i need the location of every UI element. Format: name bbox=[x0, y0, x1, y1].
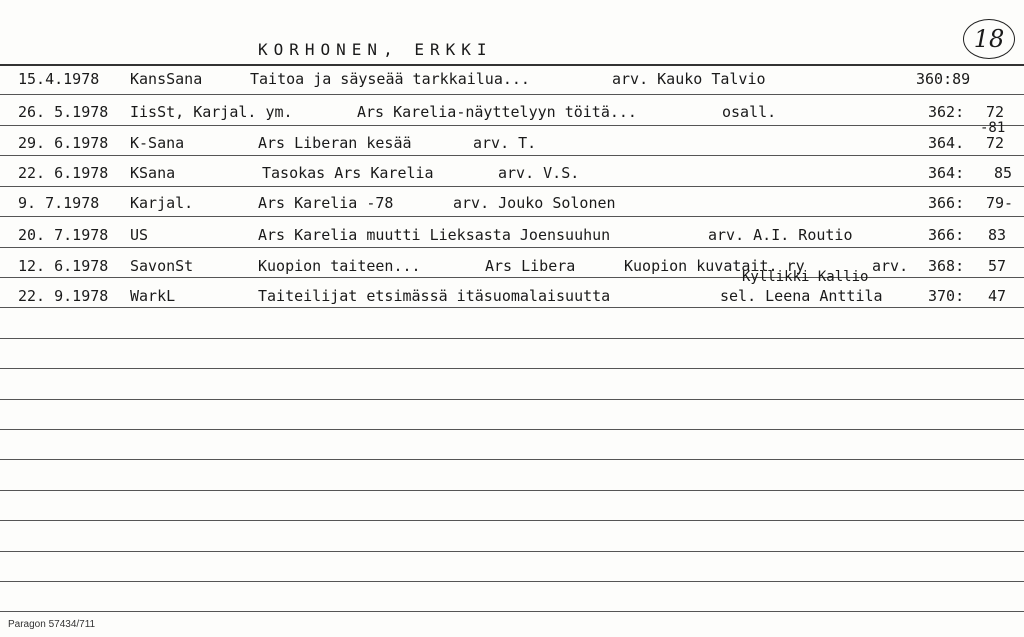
ruled-line bbox=[0, 581, 1024, 582]
entry-title: Ars Karelia -78 bbox=[258, 194, 394, 212]
entry-date: 9. 7.1978 bbox=[18, 194, 100, 212]
entry-ref: 362: bbox=[928, 103, 965, 121]
entry-note: osall. bbox=[722, 103, 777, 121]
entry-note: arv. Jouko Solonen bbox=[453, 194, 616, 212]
ruled-line bbox=[0, 307, 1024, 308]
entry-ref-extra: 72 bbox=[986, 134, 1005, 152]
card-person-name: KORHONEN, ERKKI bbox=[258, 40, 493, 59]
entry-source: US bbox=[130, 226, 149, 244]
ruled-line bbox=[0, 94, 1024, 95]
entry-note-secondary: arv. bbox=[872, 257, 909, 275]
entry-date: 22. 9.1978 bbox=[18, 287, 109, 305]
entry-source: SavonSt bbox=[130, 257, 194, 275]
entry-date: 12. 6.1978 bbox=[18, 257, 109, 275]
ruled-line bbox=[0, 429, 1024, 430]
entry-date: 26. 5.1978 bbox=[18, 103, 109, 121]
header-rule bbox=[0, 64, 1024, 66]
entry-ref: 366: bbox=[928, 226, 965, 244]
entry-source: Karjal. bbox=[130, 194, 194, 212]
entry-ref-extra: 57 bbox=[988, 257, 1007, 275]
entry-note: arv. T. bbox=[473, 134, 537, 152]
ruled-line bbox=[0, 399, 1024, 400]
entry-note-annotation: Kyllikki Kallio bbox=[742, 269, 869, 285]
entry-title: Ars Liberan kesää bbox=[258, 134, 412, 152]
entry-date: 20. 7.1978 bbox=[18, 226, 109, 244]
entry-ref: 360:89 bbox=[916, 70, 971, 88]
ruled-line bbox=[0, 368, 1024, 369]
entry-date: 22. 6.1978 bbox=[18, 164, 109, 182]
entry-note: sel. Leena Anttila bbox=[720, 287, 883, 305]
entry-date: 15.4.1978 bbox=[18, 70, 100, 88]
entry-ref-extra: 83 bbox=[988, 226, 1007, 244]
entry-title: Kuopion taiteen... bbox=[258, 257, 421, 275]
ruled-line bbox=[0, 125, 1024, 126]
entry-ref-extra: 47 bbox=[988, 287, 1007, 305]
entry-ref: 368: bbox=[928, 257, 965, 275]
entry-source: IisSt, Karjal. ym. bbox=[130, 103, 293, 121]
entry-title: Taitoa ja säyseää tarkkailua... bbox=[250, 70, 530, 88]
ruled-line bbox=[0, 520, 1024, 521]
ruled-line bbox=[0, 216, 1024, 217]
entry-title: Ars Karelia-näyttelyyn töitä... bbox=[357, 103, 637, 121]
card-number-circle bbox=[963, 19, 1015, 59]
ruled-line bbox=[0, 611, 1024, 612]
ruled-line bbox=[0, 338, 1024, 339]
entry-ref-superscript: -81 bbox=[980, 120, 1006, 136]
ruled-line bbox=[0, 186, 1024, 187]
ruled-line bbox=[0, 490, 1024, 491]
entry-ref: 364: bbox=[928, 164, 965, 182]
entry-ref: 364. bbox=[928, 134, 965, 152]
card-footer-printer-mark: Paragon 57434/711 bbox=[8, 619, 96, 630]
entry-source: WarkL bbox=[130, 287, 176, 305]
entry-note: arv. V.S. bbox=[498, 164, 580, 182]
ruled-line bbox=[0, 551, 1024, 552]
entry-note: arv. Kauko Talvio bbox=[612, 70, 766, 88]
ruled-line bbox=[0, 247, 1024, 248]
entry-title: Taiteilijat etsimässä itäsuomalaisuutta bbox=[258, 287, 611, 305]
entry-ref-extra: 85 bbox=[994, 164, 1013, 182]
entry-ref-extra: 72 bbox=[986, 103, 1005, 121]
entry-ref-extra: 79- bbox=[986, 194, 1014, 212]
ruled-line bbox=[0, 459, 1024, 460]
entry-title: Tasokas Ars Karelia bbox=[262, 164, 434, 182]
entry-note: Kuopion kuvatait. ry bbox=[624, 257, 805, 275]
entry-source: KSana bbox=[130, 164, 176, 182]
entry-date: 29. 6.1978 bbox=[18, 134, 109, 152]
entry-ref: 370: bbox=[928, 287, 965, 305]
entry-source: KansSana bbox=[130, 70, 203, 88]
ruled-line bbox=[0, 155, 1024, 156]
card-number: 18 bbox=[973, 25, 1005, 53]
entry-source: K-Sana bbox=[130, 134, 185, 152]
ruled-line bbox=[0, 277, 1024, 278]
entry-note: arv. A.I. Routio bbox=[708, 226, 853, 244]
entry-title-secondary: Ars Libera bbox=[485, 257, 576, 275]
entry-ref: 366: bbox=[928, 194, 965, 212]
entry-title: Ars Karelia muutti Lieksasta Joensuuhun bbox=[258, 226, 611, 244]
